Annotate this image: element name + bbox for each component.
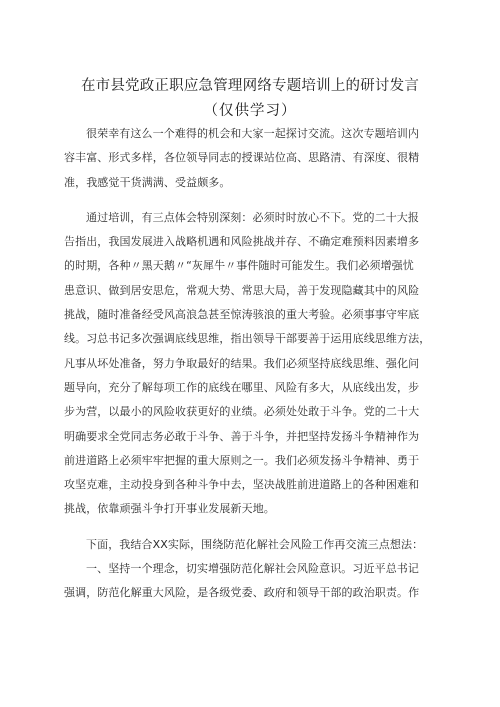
text-line: 挑战，依靠顽强斗争打开事业发展新天地。: [64, 502, 275, 516]
text-line: 挑战，随时准备经受风高浪急甚至惊涛骇浪的重大考验。必须事事守牢底: [64, 308, 420, 322]
text-line: 准，我感觉干货满满、受益颇多。: [64, 175, 231, 189]
text-line: 患意识、做到居安思危，常观大势、常思大局，善于发现隐藏其中的风险: [64, 283, 420, 297]
document-body: [64, 122, 438, 606]
text-line: 攻坚克难，主动投身到各种斗争中去，坚决战胜前进道路上的各种困难和: [64, 478, 420, 492]
text-line: 一、坚持一个理念，切实增强防范化解社会风险意识。习近平总书记: [86, 562, 419, 576]
text-line: 容丰富、形式多样，各位领导同志的授课站位高、思路清、有深度、很精: [64, 151, 420, 165]
text-line: 前进道路上必须牢牢把握的重大原则之一。我们必须发扬斗争精神、勇于: [64, 453, 420, 467]
document-title: 在市县党政正职应急管理网络专题培训上的研讨发言: [80, 78, 420, 94]
text-line: 题导向，充分了解每项工作的底线在哪里、风险有多大，从底线出发，步: [64, 380, 420, 394]
paragraph: [64, 206, 438, 522]
text-line: 凡事从坏处准备，努力争取最好的结果。我们必须坚持底线思维、强化问: [64, 356, 420, 370]
text-line: 下面，我结合XX实际，围绕防范化解社会风险工作再交流三点想法：: [86, 537, 424, 551]
paragraph: [64, 533, 438, 606]
document-subtitle: （仅供学习）: [203, 103, 297, 119]
text-line: 步为营，以最小的风险收获更好的业绩。必须处处敢于斗争。党的二十大: [64, 405, 420, 419]
text-line: 强调，防范化解重大风险，是各级党委、政府和领导干部的政治职责。作: [64, 586, 420, 600]
text-line: 的时期，各种〃黑天鹅〃“灰犀牛〃事件随时可能发生。我们必须增强忧: [64, 259, 414, 273]
text-line: 通过培训，有三点体会特别深刻：必须时时放心不下。党的二十大报: [86, 210, 419, 224]
text-line: 明确要求全党同志务必敢于斗争、善于斗争，并把坚持发扬斗争精神作为: [64, 429, 420, 443]
text-line: 告指出，我国发展进入战略机遇和风险挑战并存、不确定难预料因素增多: [64, 235, 420, 249]
text-line: 很荣幸有这么一个难得的机会和大家一起探讨交流。这次专题培训内: [86, 127, 419, 140]
text-line: 线。习总书记多次强调底线思维，指出领导干部要善于运用底线思维方法，: [64, 332, 431, 346]
paragraph: [64, 122, 438, 195]
